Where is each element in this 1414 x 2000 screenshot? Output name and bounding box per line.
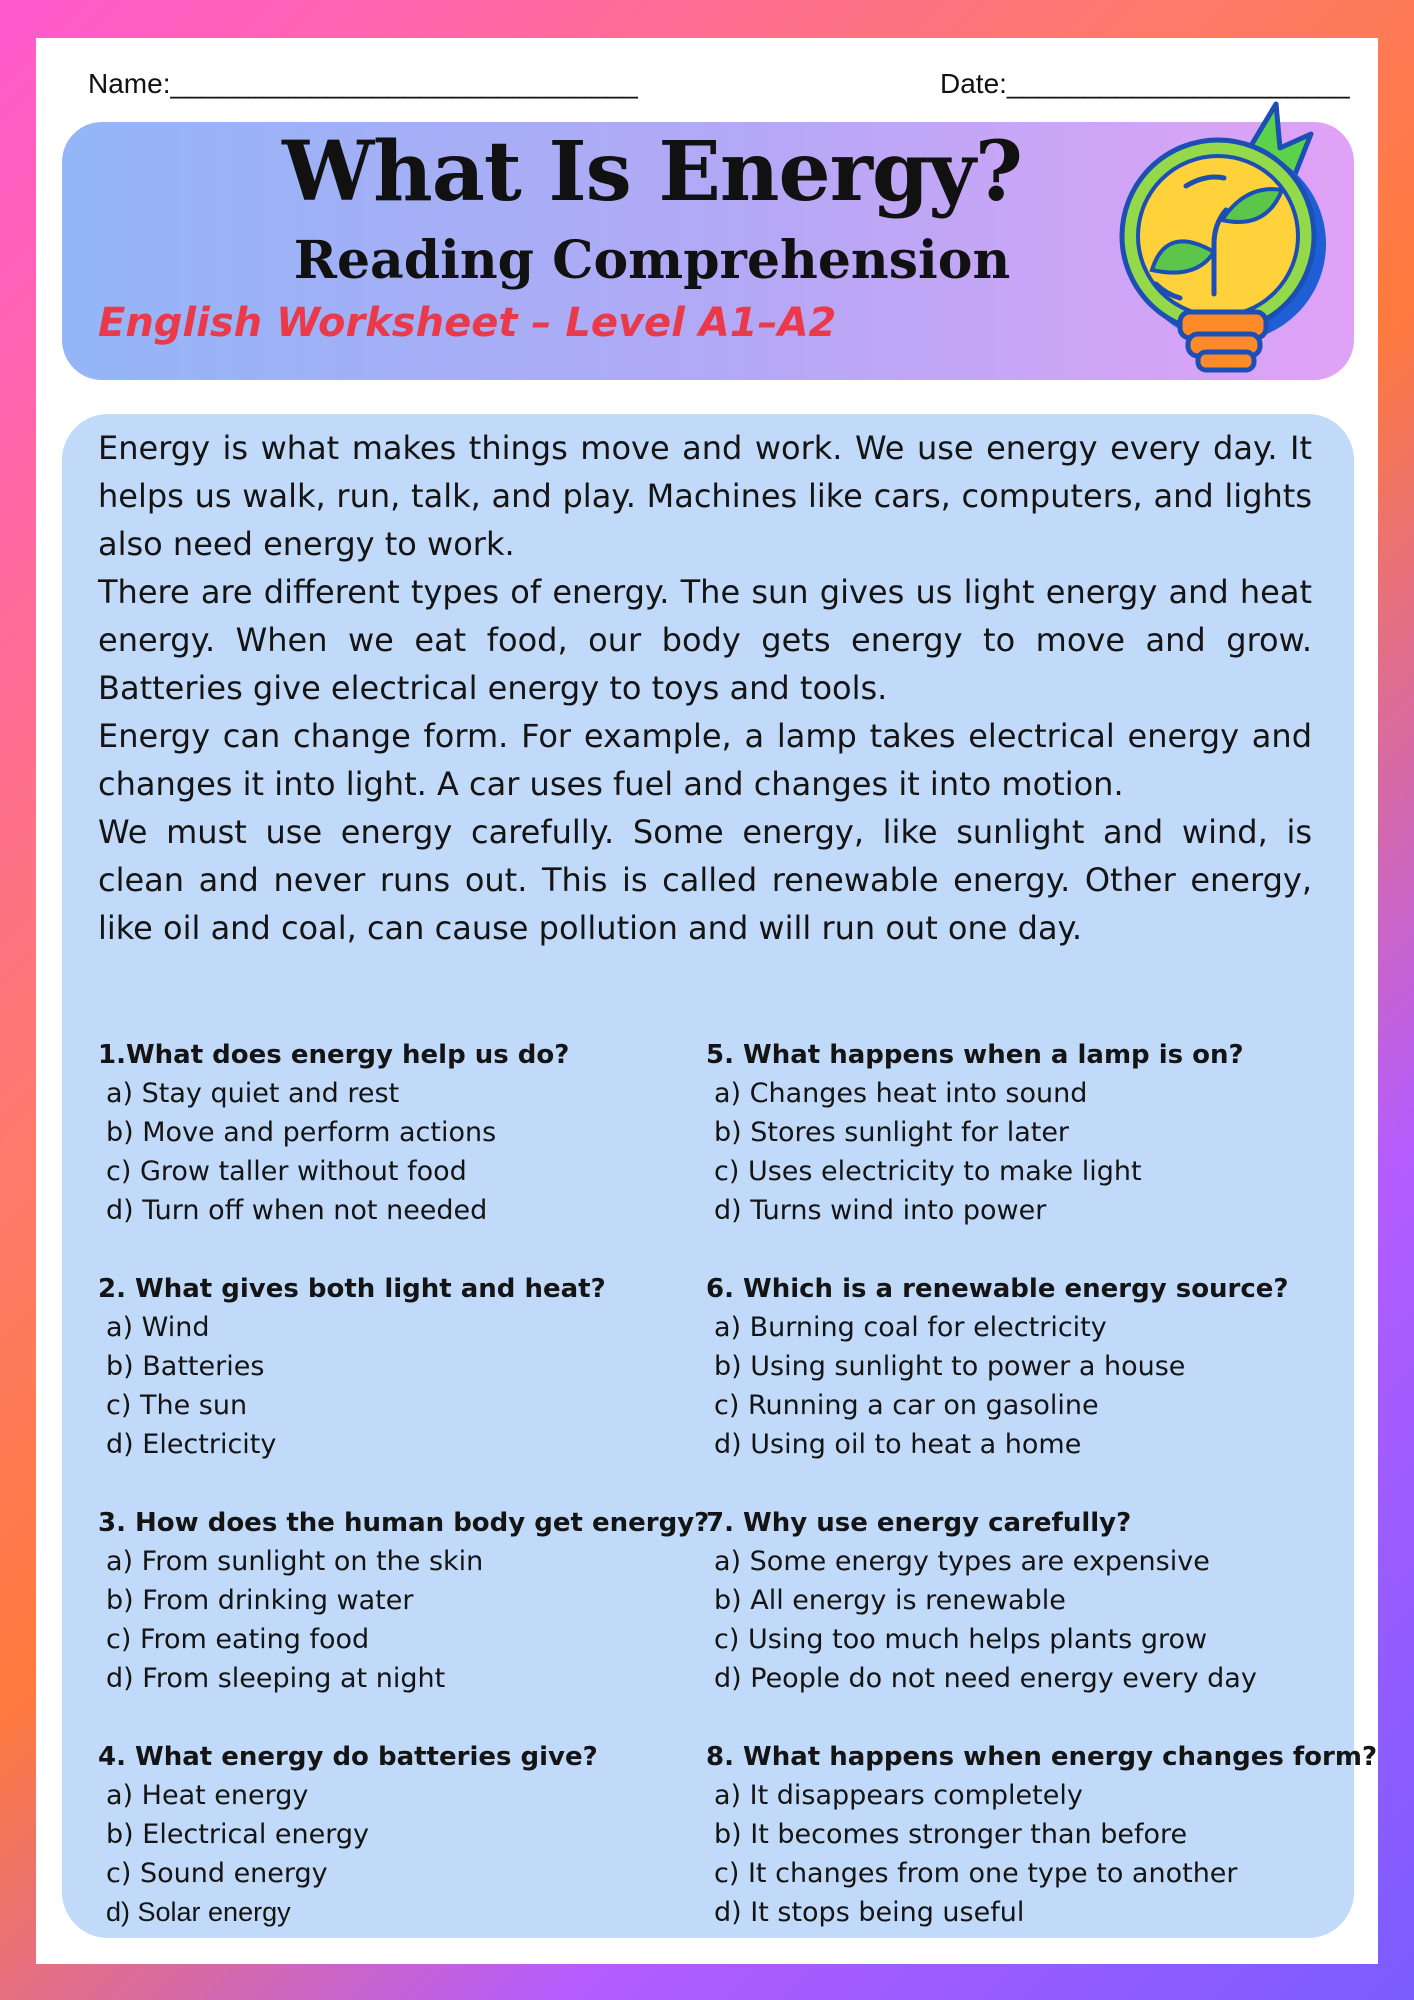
answer-option[interactable]: d) It stops being useful [714,1897,1025,1928]
page-title: What Is Energy? [282,124,1022,220]
passage-paragraph: There are different types of energy. The sun gives us light energy and heat energy. When we eat food, our body gets energy to move and grow. Batteries give electrical energy to toys and tools. [98,573,1312,707]
passage-paragraph: Energy is what makes things move and work. We use energy every day. It helps us walk, run, talk, and play. Machines like cars, computers, and lights also need energy to work. [98,429,1312,563]
passage-paragraph: We must use energy carefully. Some energy, like sunlight and wind, is clean and never runs out. This is called renewable energy. Other energy, like oil and coal, can cause pollution and will run out one day. [98,813,1312,947]
question-text: 3. How does the human body get energy? [98,1508,710,1538]
question-3 [98,1504,709,1698]
answer-option[interactable]: c) Sound energy [106,1858,328,1889]
answer-option[interactable]: d) People do not need energy every day [714,1663,1257,1694]
date-field-label: Date:______________________ [940,68,1350,99]
question-text: 4. What energy do batteries give? [98,1742,598,1772]
reading-passage [98,424,1312,952]
answer-option[interactable]: c) From eating food [106,1624,370,1655]
content-panel [62,414,1378,1938]
answer-option[interactable]: c) Grow taller without food [106,1156,467,1187]
answer-option[interactable]: c) Uses electricity to make light [714,1156,1142,1187]
answer-option[interactable]: c) Running a car on gasoline [714,1390,1099,1421]
answer-option[interactable]: a) Some energy types are expensive [714,1546,1210,1577]
question-8 [706,1738,1377,1932]
question-4 [98,1738,598,1932]
answer-option[interactable]: b) Electrical energy [106,1819,370,1850]
answer-option[interactable]: d) Electricity [106,1429,277,1460]
worksheet-page [36,38,1378,1964]
answer-option[interactable]: b) It becomes stronger than before [714,1819,1188,1850]
question-text: 1.What does energy help us do? [98,1040,570,1070]
answer-option[interactable]: b) Stores sunlight for later [714,1117,1070,1148]
question-6 [706,1270,1289,1464]
answer-option[interactable]: b) All energy is renewable [714,1585,1066,1616]
answer-option[interactable]: a) From sunlight on the skin [106,1546,484,1577]
passage-paragraph: Energy can change form. For example, a lamp takes electrical energy and changes it into light. A car uses fuel and changes it into motion. [98,717,1312,803]
answer-option[interactable]: a) Heat energy [106,1780,309,1811]
answer-option[interactable]: d) Solar energy [106,1897,291,1927]
answer-option[interactable]: c) The sun [106,1390,248,1421]
answer-option[interactable]: b) From drinking water [106,1585,414,1616]
question-7 [706,1504,1257,1698]
answer-option[interactable]: d) Using oil to heat a home [714,1429,1082,1460]
question-2 [98,1270,606,1464]
answer-option[interactable]: a) Wind [106,1312,210,1343]
answer-option[interactable]: a) Burning coal for electricity [714,1312,1107,1343]
answer-option[interactable]: c) It changes from one type to another [714,1858,1238,1889]
question-text: 7. Why use energy carefully? [706,1508,1132,1538]
answer-option[interactable]: a) Stay quiet and rest [106,1078,400,1109]
question-text: 2. What gives both light and heat? [98,1274,606,1304]
question-text: 8. What happens when energy changes form? [706,1742,1378,1772]
answer-option[interactable]: d) Turn off when not needed [106,1195,488,1226]
answer-option[interactable]: b) Batteries [106,1351,265,1382]
answer-option[interactable]: c) Using too much helps plants grow [714,1624,1208,1655]
question-text: 6. Which is a renewable energy source? [706,1274,1289,1304]
answer-option[interactable]: b) Move and perform actions [106,1117,497,1148]
question-text: 5. What happens when a lamp is on? [706,1040,1244,1070]
page-subtitle: Reading Comprehension [293,230,1011,291]
answer-option[interactable]: d) Turns wind into power [714,1195,1047,1226]
question-1 [98,1036,569,1230]
level-label: English Worksheet – Level A1–A2 [98,300,837,346]
question-5 [706,1036,1244,1230]
answer-option[interactable]: d) From sleeping at night [106,1663,446,1694]
answer-option[interactable]: a) Changes heat into sound [714,1078,1088,1109]
lightbulb-plant-icon [1096,94,1346,414]
name-field-label: Name:______________________________ [88,68,638,99]
answer-option[interactable]: a) It disappears completely [714,1780,1083,1811]
answer-option[interactable]: b) Using sunlight to power a house [714,1351,1186,1382]
